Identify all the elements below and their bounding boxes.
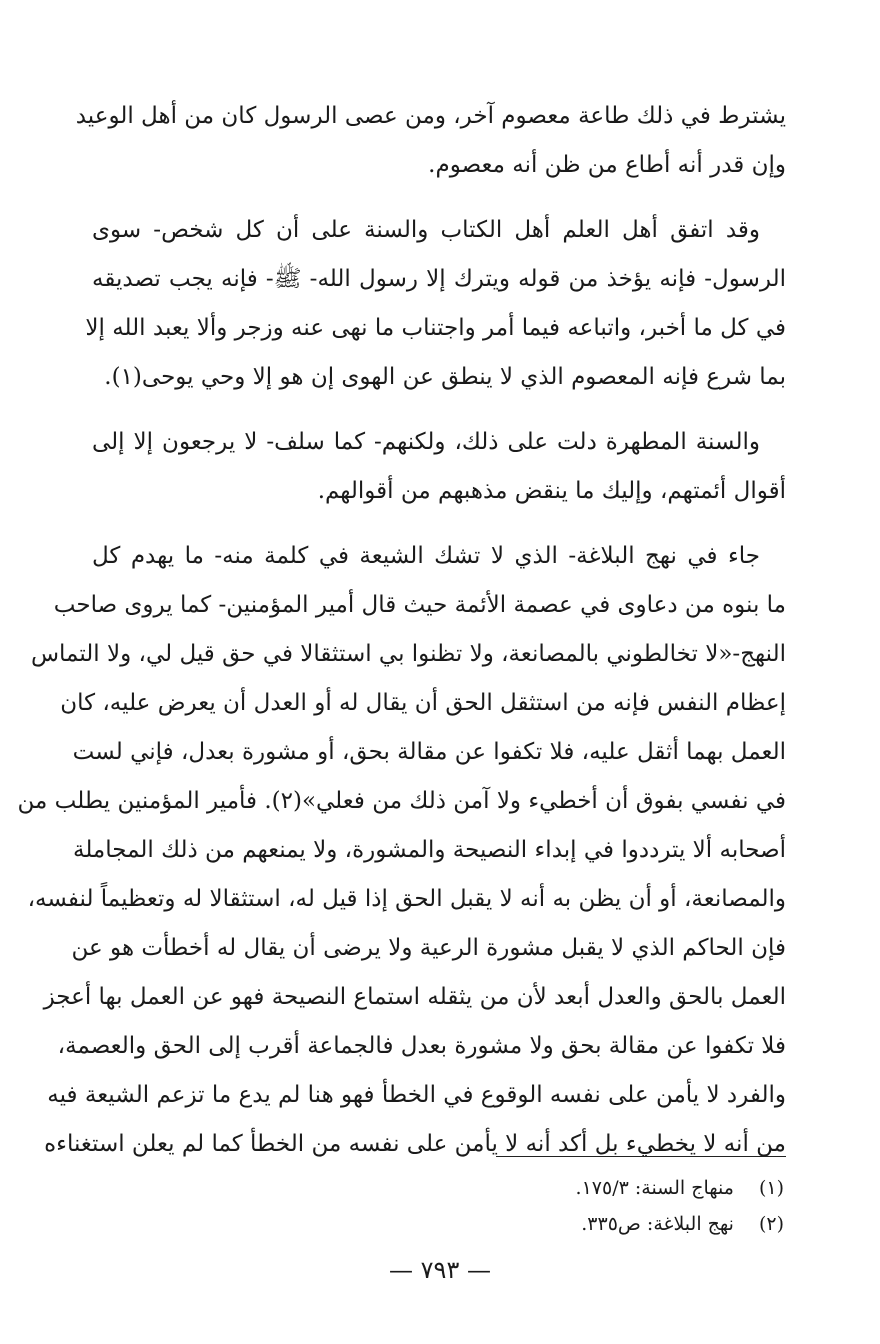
footnote-text: منهاج السنة: ١٧٥/٣. (575, 1177, 734, 1199)
page-number: — ٧٩٣ — (389, 1256, 491, 1284)
text-line: النهج-«لا تخالطوني بالمصانعة، ولا تظنوا بي استثقالا في حق قيل لي، ولا التماس (30, 641, 786, 667)
footnote-text: نهج البلاغة: ص٣٣٥. (581, 1213, 734, 1235)
text-line: فلا تكفوا عن مقالة بحق ولا مشورة بعدل فالجماعة أقرب إلى الحق والعصمة، (57, 1033, 786, 1059)
text-line: والسنة المطهرة دلت على ذلك، ولكنهم- كما سلف- لا يرجعون إلا إلى (92, 429, 760, 455)
text-line: أقوال أئمتهم، وإليك ما ينقض مذهبهم من أقوالهم. (317, 478, 786, 504)
text-line: جاء في نهج البلاغة- الذي لا تشك الشيعة في كلمة منه- ما يهدم كل (92, 543, 760, 569)
text-line: العمل بالحق والعدل أبعد لأن من يثقله استماع النصيحة فهو عن العمل بها أعجز (43, 984, 786, 1010)
paragraph-2 (85, 206, 786, 402)
text-line: إعظام النفس فإنه من استثقل الحق أن يقال له أو العدل أن يعرض عليه، كان (60, 690, 786, 716)
text-line: وقد اتفق أهل العلم أهل الكتاب والسنة على أن كل شخص- سوى (92, 217, 760, 243)
text-line: العمل بهما أثقل عليه، فلا تكفوا عن مقالة بحق، أو مشورة بعدل، فإني لست (72, 739, 786, 765)
paragraph-4 (17, 532, 786, 1169)
text-line: يشترط في ذلك طاعة معصوم آخر، ومن عصى الرسول كان من أهل الوعيد (75, 103, 786, 129)
text-line: أصحابه ألا يترددوا في إبداء النصيحة والمشورة، ولا يمنعهم من ذلك المجاملة (72, 837, 786, 863)
footnotes (284, 1170, 784, 1242)
footnote-number: (١) (758, 1177, 784, 1199)
text-line: والفرد لا يأمن على نفسه الوقوع في الخطأ فهو هنا لم يدع ما تزعم الشيعة فيه (47, 1082, 786, 1108)
paragraph-1 (75, 92, 786, 190)
text-line: ما بنوه من دعاوى في عصمة الأئمة حيث قال أمير المؤمنين- كما يروى صاحب (53, 592, 786, 618)
paragraph-3 (92, 418, 786, 516)
body-text (17, 92, 786, 1169)
text-line: فإن الحاكم الذي لا يقبل مشورة الرعية ولا يرضى أن يقال له أخطأت هو عن (71, 935, 786, 961)
footnote-divider (496, 1156, 786, 1157)
footnote-item (284, 1170, 784, 1206)
text-line: والمصانعة، أو أن يظن به أنه لا يقبل الحق إذا قيل له، استثقالا له وتعظيماً لنفسه، (27, 886, 786, 912)
text-line: الرسول- فإنه يؤخذ من قوله ويترك إلا رسول الله- ﷺ- فإنه يجب تصديقه (92, 266, 786, 292)
footnote-item (284, 1206, 784, 1242)
text-line: في كل ما أخبر، واتباعه فيما أمر واجتناب ما نهى عنه وزجر وألا يعبد الله إلا (85, 315, 786, 341)
text-line: من أنه لا يخطيء بل أكد أنه لا يأمن على نفسه من الخطأ كما لم يعلن استغناءه (44, 1131, 786, 1157)
text-line: وإن قدر أنه أطاع من ظن أنه معصوم. (428, 152, 786, 178)
text-line: في نفسي بفوق أن أخطيء ولا آمن ذلك من فعلي»(٢). فأمير المؤمنين يطلب من (17, 788, 786, 814)
footnote-number: (٢) (758, 1213, 784, 1235)
text-line: بما شرع فإنه المعصوم الذي لا ينطق عن الهوى إن هو إلا وحي يوحى(١). (104, 364, 786, 390)
